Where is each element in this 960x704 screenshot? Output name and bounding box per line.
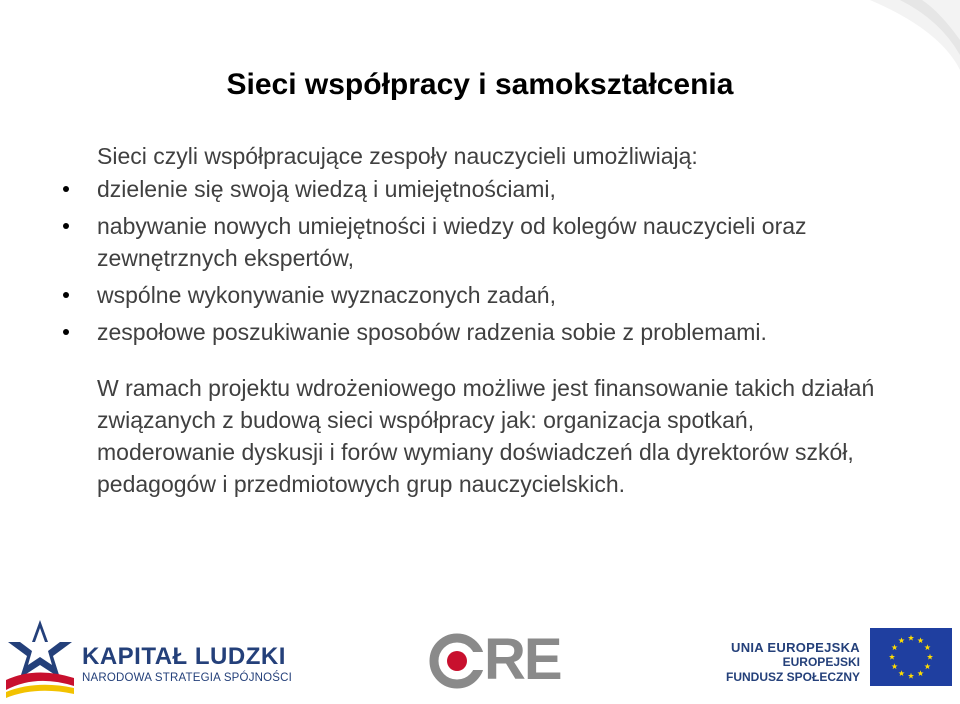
bullet-text: dzielenie się swoją wiedzą i umiejętnościami,: [97, 176, 556, 202]
bullet-icon: [63, 186, 69, 192]
list-item: [97, 210, 917, 274]
bullet-text: wspólne wykonywanie wyznaczonych zadań,: [97, 282, 556, 308]
slide-content: [97, 140, 917, 500]
financing-paragraph: W ramach projektu wdrożeniowego możliwe jest finansowanie takich działań związanych z budową sieci współpracy jak: organizacja spotkań, moderowanie dyskusji i forów wymiany doświadczeń dla dyrektorów szkół, pedagogów i przedmiotowych grup nauczycielskich.: [97, 375, 875, 497]
list-item: [97, 279, 917, 311]
kapital-ludzki-star-logo-icon: [6, 618, 76, 698]
kapital-ludzki-title: KAPITAŁ LUDZKI: [82, 643, 286, 670]
kapital-ludzki-logo: [82, 644, 292, 686]
bullet-icon: [63, 292, 69, 298]
slide-title: Sieci współpracy i samokształcenia: [226, 68, 734, 101]
bullet-list: [97, 173, 917, 348]
corner-swoosh-logo-icon: [870, 0, 960, 70]
bullet-text: nabywanie nowych umiejętności i wiedzy od kolegów nauczycieli oraz zewnętrznych ekspertów,: [97, 213, 807, 271]
ore-logo-icon: [428, 632, 486, 690]
list-item: [97, 173, 917, 205]
intro-text: Sieci czyli współpracujące zespoły nauczycieli umożliwiają:: [97, 143, 698, 169]
eu-line-1: UNIA EUROPEJSKA: [731, 640, 860, 655]
ore-logo-text: RE: [484, 627, 561, 692]
bullet-text: zespołowe poszukiwanie sposobów radzenia sobie z problemami.: [97, 319, 767, 345]
eu-line-3: FUNDUSZ SPOŁECZNY: [725, 670, 860, 684]
eu-flag-icon: [870, 628, 952, 686]
eu-fund-text: [726, 640, 860, 685]
ore-logo: [428, 627, 561, 692]
eu-line-2: EUROPEJSKI: [782, 655, 860, 669]
bullet-icon: [63, 329, 69, 335]
bullet-icon: [63, 223, 69, 229]
list-item: [97, 316, 917, 348]
kapital-ludzki-subtitle: NARODOWA STRATEGIA SPÓJNOŚCI: [82, 672, 293, 684]
